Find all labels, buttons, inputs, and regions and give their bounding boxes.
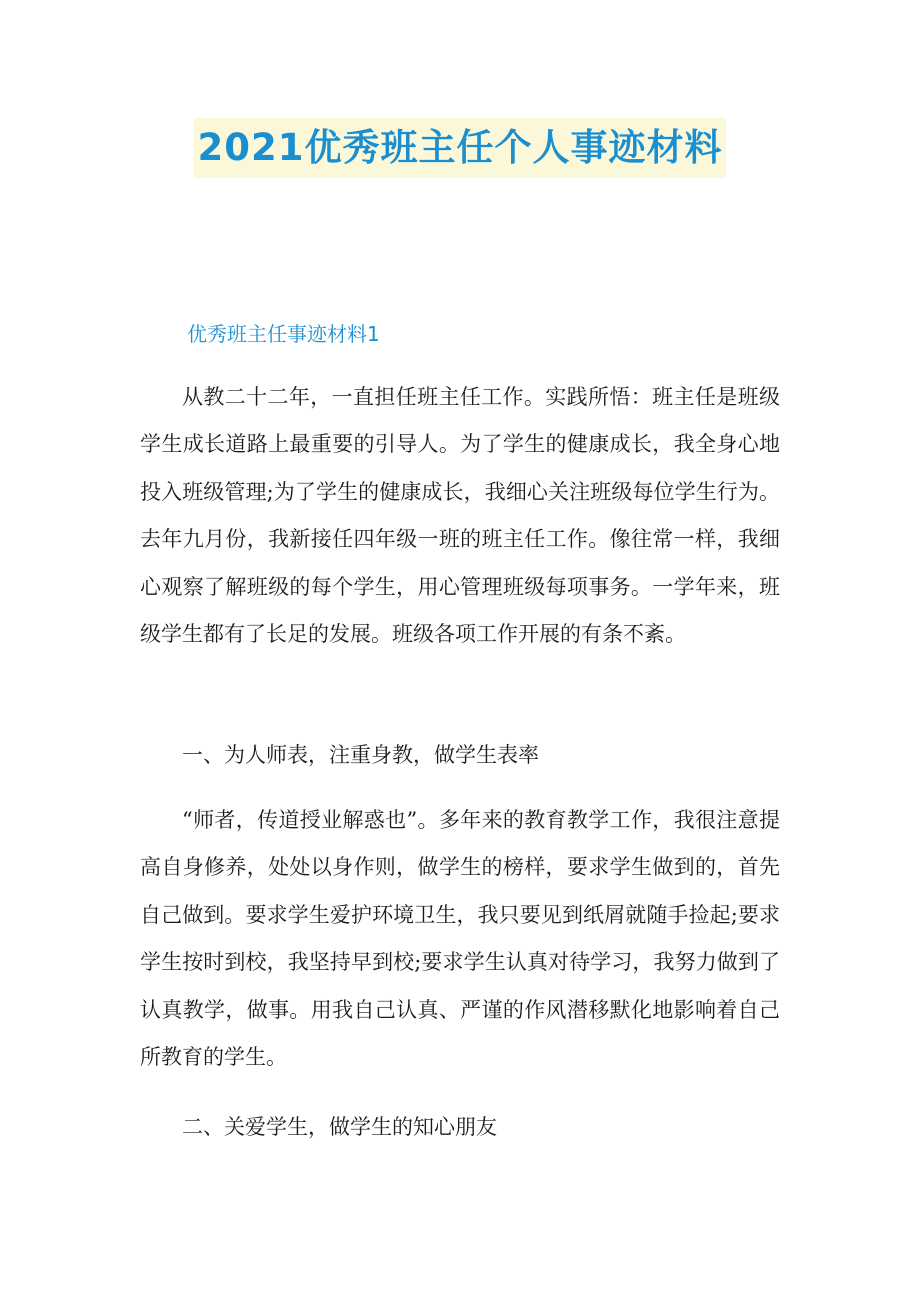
paragraph-role-model: “师者，传道授业解惑也”。多年来的教育教学工作，我很注意提高自身修养，处处以身作则，做学生的榜样，要求学生做到的，首先自己做到。要求学生爱护环境卫生，我只要见到纸屑就随手捡起;要求学生按时到校，我坚持早到校;要求学生认真对待学习，我努力做到了认真教学，做事。用我自己认真、严谨的作风潜移默化地影响着自己所教育的学生。 [140, 808, 780, 1070]
subheading-care-students: 二、关爱学生，做学生的知心朋友 [182, 1115, 497, 1139]
subheading-role-model: 一、为人师表，注重身教，做学生表率 [182, 743, 539, 767]
paragraph-intro: 从教二十二年，一直担任班主任工作。实践所悟：班主任是班级学生成长道路上最重要的引导人。为了学生的健康成长，我全身心地投入班级管理;为了学生的健康成长，我细心关注班级每位学生行为。去年九月份，我新接任四年级一班的班主任工作。像往常一样，我细心观察了解班级的每个学生，用心管理班级每项事务。一学年来，班级学生都有了长足的发展。班级各项工作开展的有条不紊。 [140, 385, 780, 647]
section-heading: 优秀班主任事迹材料1 [187, 322, 380, 346]
document-title: 2021优秀班主任个人事迹材料 [194, 118, 727, 178]
title-container [0, 118, 920, 178]
